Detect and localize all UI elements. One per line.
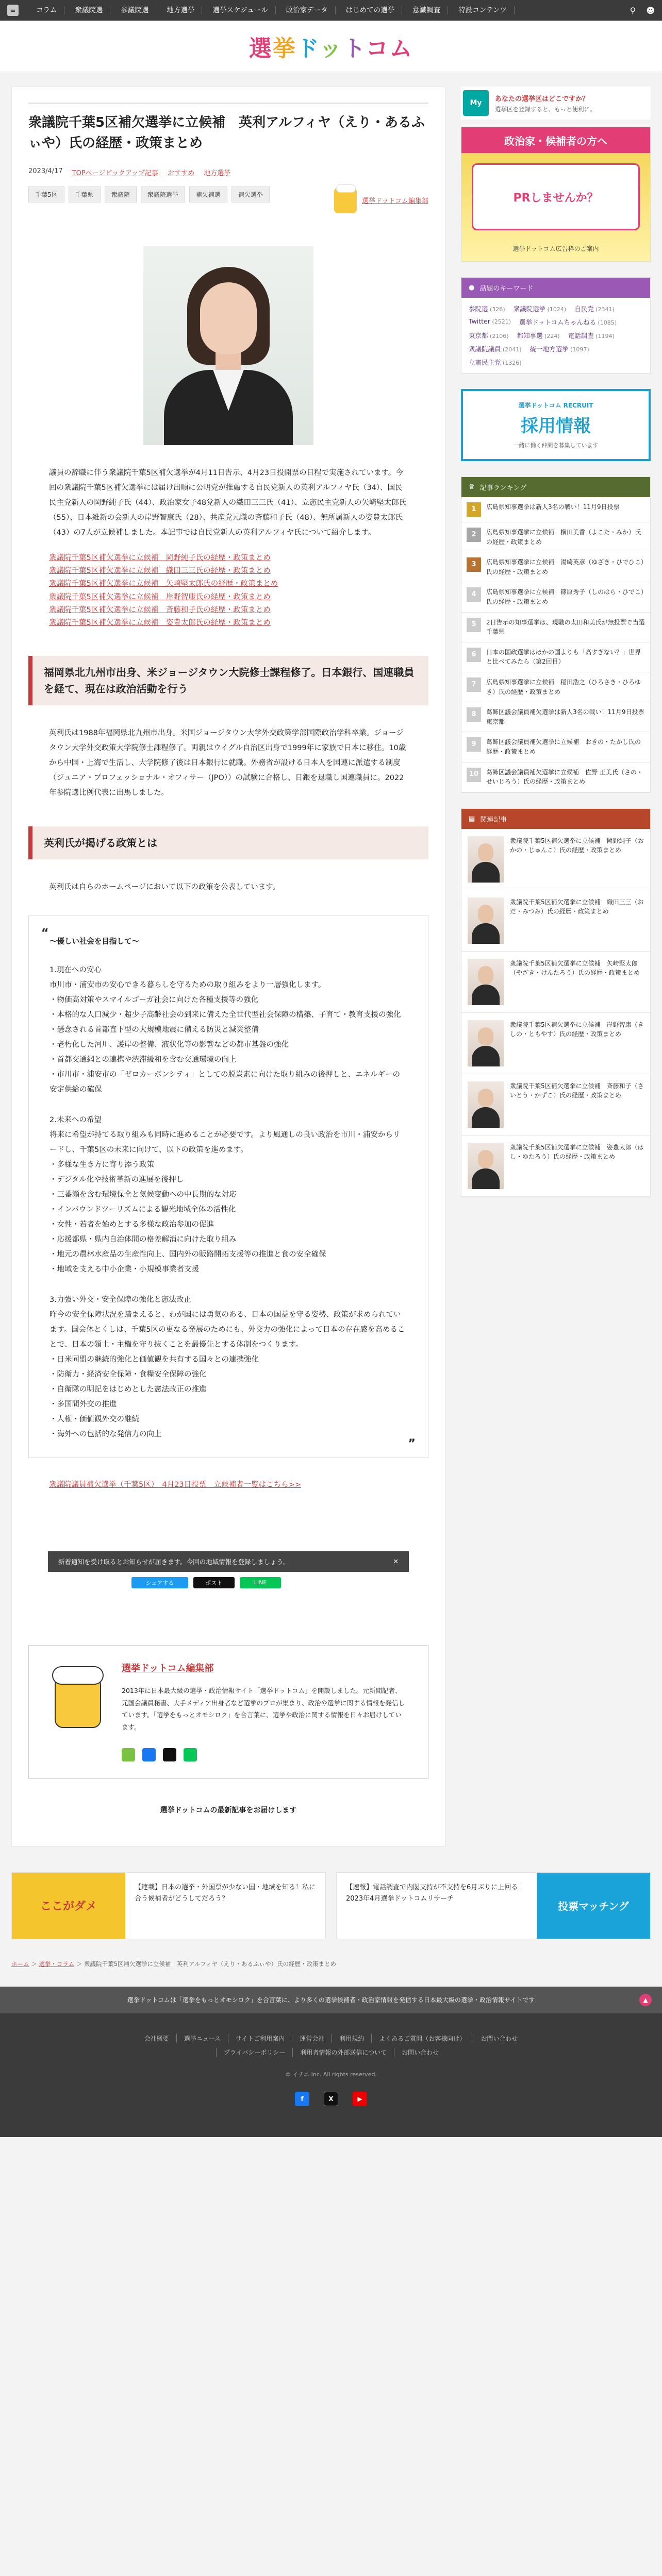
policy-item: ・女性・若者を始めとする多様な政治参加の促進 — [49, 1220, 214, 1229]
notification-text: 新着通知を受け取るとお知らせが届きます。今回の地域情報を登録しましょう。 — [58, 1557, 290, 1566]
candidate-link[interactable]: 衆議院千葉5区補欠選挙に立候補 岡野純子氏の経歴・政策まとめ — [49, 553, 271, 562]
keyword-item[interactable] — [469, 358, 522, 367]
nav-right — [630, 6, 655, 15]
policy-item: ・応援都県・県内自治体間の格差解消に向けた取り組み — [49, 1235, 237, 1244]
candidate-link[interactable]: 衆議院千葉5区補欠選挙に立候補 矢崎堅太郎氏の経歴・政策まとめ — [49, 580, 278, 588]
scroll-top-icon[interactable]: ▲ — [639, 1994, 652, 2006]
tag[interactable]: 千葉県 — [69, 187, 101, 202]
breadcrumb-home[interactable]: ホーム — [11, 1960, 29, 1968]
keyword-label: 選挙ドットコムちゃんねる — [519, 318, 597, 326]
youtube-icon[interactable]: ▶ — [353, 2092, 367, 2106]
keyword-count-num: 2341 — [598, 306, 613, 313]
banner-text: 【連載】日本の選挙・外国票が少ない国・地域を知る！私に合う候補者がどうしてだろう？ — [135, 1883, 316, 1903]
rank-number: 8 — [467, 707, 481, 722]
keyword-count: (1326) — [501, 360, 522, 366]
close-icon[interactable]: ✕ — [393, 1557, 399, 1566]
keyword-count-num: 224 — [547, 333, 558, 340]
policy-section-title: 1.現在への安心 — [49, 965, 102, 974]
keywords-title: 話題のキーワード — [479, 285, 534, 293]
tag[interactable]: 補欠選挙 — [231, 187, 270, 202]
related-row[interactable] — [461, 829, 650, 890]
candidate-links — [28, 552, 428, 630]
policy-item: ・海外への包括的な発信力の向上 — [49, 1430, 162, 1438]
related-thumb — [468, 836, 504, 883]
rank-number: 6 — [467, 648, 481, 662]
cat-link-recommend[interactable]: おすすめ — [168, 169, 195, 177]
politician-ad-banner[interactable] — [461, 127, 651, 262]
recruit-banner[interactable] — [461, 389, 651, 461]
mascot-icon — [49, 1661, 106, 1728]
keyword-count-num: 2106 — [492, 333, 507, 340]
site-footer — [0, 2013, 662, 2137]
keyword-count: (2041) — [501, 346, 522, 353]
bottom-banners — [11, 1872, 651, 1939]
bottom-banner[interactable] — [11, 1872, 326, 1939]
related-text: 衆議院千葉5区補欠選挙に立候補 矢崎堅太郎（やざき・けんたろう）氏の経歴・政策まとめ — [510, 959, 640, 977]
keyword-count-num: 326 — [492, 306, 503, 313]
my-title: あなたの選挙区はどこですか？ — [495, 95, 589, 103]
recruit-note: 一緒に働く仲間を募集しています — [513, 442, 599, 449]
footer-link[interactable]: お問い合わせ — [394, 2048, 446, 2057]
footer-link[interactable]: 選挙ニュース — [176, 2034, 228, 2043]
keyword-count: (224) — [542, 333, 560, 340]
share-buttons — [131, 1577, 428, 1588]
ranking-row[interactable] — [461, 702, 650, 732]
tag-icon: ● — [469, 284, 475, 292]
policy-item: ・デジタル化や技術革新の進展を後押し — [49, 1175, 184, 1184]
tag[interactable]: 千葉5区 — [28, 187, 64, 202]
cat-link-top[interactable]: TOPページピックアップ記事 — [72, 169, 158, 177]
keyword-label: 参院選 — [469, 305, 488, 313]
ranking-text: 葛飾区議会議員補欠選挙に立候補 おきの・たかし氏の経歴・政策まとめ — [486, 738, 641, 755]
search-icon[interactable]: ⚲ — [630, 5, 636, 15]
x-icon[interactable]: X — [324, 2092, 338, 2106]
bottom-banner[interactable] — [336, 1872, 651, 1939]
rank-number: 1 — [467, 502, 481, 517]
keyword-label: 都知事選 — [517, 332, 543, 340]
ranking-row[interactable] — [461, 522, 650, 552]
related-text: 衆議院千葉5区補欠選挙に立候補 姿豊太郎（はし・ゆたろう）氏の経歴・政策まとめ — [510, 1143, 644, 1161]
policy-item: ・市川市・浦安市の「ゼロカーボンシティ」としての脱炭素に向けた取り組みの後押しと、エネルギーの安定供給の確保 — [49, 1070, 400, 1094]
related-row[interactable] — [461, 1136, 650, 1197]
ranking-text: 日本の国政選挙はほかの国よりも「高すぎない？」世界と比べてみたら（第2回目） — [486, 648, 641, 666]
logo-char: コム — [366, 35, 413, 62]
rank-number: 5 — [467, 618, 481, 632]
keyword-label: 衆議院選挙 — [513, 305, 546, 313]
tag[interactable]: 衆議院選挙 — [141, 187, 185, 202]
related-thumb — [468, 959, 504, 1005]
keyword-count: (1194) — [593, 333, 615, 340]
policy-item: ・自衛隊の明記をはじめとした憲法改正の推進 — [49, 1385, 207, 1394]
nav-item-local[interactable]: 地方選挙 — [159, 6, 202, 14]
top-nav — [0, 0, 662, 21]
related-thumb — [468, 1143, 504, 1189]
keyword-count-num: 1326 — [505, 360, 520, 366]
footer-link[interactable]: プライバシーポリシー — [216, 2048, 292, 2057]
rank-number: 4 — [467, 587, 481, 602]
nav-item-schedule[interactable]: 選挙スケジュール — [205, 6, 275, 14]
user-icon[interactable]: ☻ — [646, 5, 655, 15]
candidate-photo — [143, 246, 313, 445]
ranking-row[interactable] — [461, 642, 650, 672]
footer-tagline — [0, 1987, 662, 2013]
keyword-item[interactable] — [517, 331, 560, 340]
related-thumb — [468, 1020, 504, 1066]
related-text: 衆議院千葉5区補欠選挙に立候補 織田三三（おだ・みつみ）氏の経歴・政策まとめ — [510, 898, 644, 916]
line-share-button[interactable]: LINE — [240, 1577, 281, 1588]
breadcrumb-sep: ＞ — [31, 1960, 37, 1968]
keyword-count-num: 1085 — [600, 319, 615, 326]
keyword-count: (2521) — [490, 318, 511, 325]
policy-item: ・多様な生き方に寄り添う政策 — [49, 1160, 154, 1169]
ranking-row[interactable] — [461, 613, 650, 642]
ranking-text: 葛飾区議会議員補欠選挙に立候補 佐野 正美氏（さの・せいじろう）氏の経歴・政策まとめ — [486, 768, 643, 786]
career-heading: 福岡県北九州市出身、米ジョージタウン大院修士課程修了。日本銀行、国連職員を経て、現在は政治活動を行う — [28, 656, 428, 705]
policy-item: ・懸念される首都直下型の大規模地震に備える防災と減災整備 — [49, 1025, 259, 1034]
policy-item: ・首都交通網との連携や渋滞緩和を含む交通環境の向上 — [49, 1055, 237, 1064]
x-icon[interactable] — [163, 1748, 176, 1761]
ranking-text: 葛飾区議会議員補欠選挙は新人3名の戦い！11月9日投票 東京都 — [486, 708, 651, 725]
policy-section-title: 3.力強い外交・安全保障の強化と憲法改正 — [49, 1295, 191, 1304]
facebook-icon[interactable]: f — [295, 2092, 309, 2106]
policy-item: ・防衛力・経済安全保障・食糧安全保障の強化 — [49, 1370, 207, 1379]
policy-item: ・日米同盟の継続的強化と価値観を共有する国々との連携強化 — [49, 1355, 259, 1364]
ranking-text: 広島県知事選挙に立候補 湯崎英彦（ゆざき・ひでひこ）氏の経歴・政策まとめ — [486, 558, 644, 575]
related-box — [461, 808, 651, 1197]
tag[interactable]: 衆議院 — [105, 187, 137, 202]
related-thumb — [468, 897, 504, 944]
policy-section — [49, 963, 407, 1097]
related-text: 衆議院千葉5区補欠選挙に立候補 岡野純子（おかの・じゅんこ）氏の経歴・政策まとめ — [510, 837, 644, 854]
keyword-item[interactable] — [469, 304, 505, 313]
keyword-label: 東京都 — [469, 332, 488, 340]
recruit-title: 採用情報 — [521, 416, 591, 436]
related-row[interactable] — [461, 890, 650, 952]
my-badge: My — [463, 90, 489, 116]
ranking-text: 広島県知事選挙に立候補 篠原秀子（しのはら・ひでこ）氏の経歴・政策まとめ — [486, 588, 644, 605]
related-text: 衆議院千葉5区補欠選挙に立候補 岸野智康（きしの・ともやす）氏の経歴・政策まとめ — [510, 1021, 644, 1038]
career-text: 英利氏は1988年福岡県北九州市出身。米国ジョージタウン大学外交政策学部国際政治学科卒業。ジョージタウン大学外交政策大学院修士課程修了。両親はウイグル自治区出身で1999年に家族で日本に移住。10歳から中国・上海で生活し、大学院修了後は日本銀行に就職。外務省が設ける日本人を国連に派遣する制度（ジュニア・プロフェッショナル・オフィサー（JPO））の試験に合格し、日銀を退職し国連職員に。2022年参院選比例代表に出馬しました。 — [49, 728, 406, 797]
banner-title: 政治家・候補者の方へ — [461, 127, 650, 153]
policy-list — [49, 1128, 407, 1277]
banner-image: ここがダメ — [12, 1873, 125, 1939]
footer-link[interactable]: お問い合わせ — [473, 2034, 525, 2043]
keyword-item[interactable] — [514, 304, 567, 313]
rank-number: 7 — [467, 677, 481, 692]
article-main — [11, 87, 445, 1846]
breadcrumb-sep: ＞ — [76, 1960, 82, 1968]
footer-link[interactable]: サイトご利用案内 — [228, 2034, 292, 2043]
banner-text: 【速報】電話調査で内閣支持が不支持を6月ぶりに上回る｜2023年4月選挙ドットコムリサーチ — [346, 1883, 525, 1903]
policy-list — [49, 978, 407, 1097]
ranking-row[interactable] — [461, 552, 650, 582]
policy-item: 市川市・浦安市の安心できる暮らしを守るための取り組みをより一層強化します。 — [49, 980, 326, 989]
author-name[interactable]: 選挙ドットコム編集部 — [122, 1663, 214, 1674]
keyword-count-num: 1097 — [572, 346, 587, 353]
editor-link[interactable]: 選挙ドットコム編集部 — [362, 197, 428, 206]
sidebar — [461, 87, 651, 1846]
rank-number: 10 — [467, 768, 481, 782]
site-header — [0, 21, 662, 72]
policy-section-title: 2.未来への希望 — [49, 1115, 102, 1124]
policy-item: 将来に希望が持てる取り組みも同時に進めることが必要です。より風通しの良い政治を市川・浦安からリードし、千葉5区の未来に向けて、以下の政策を進めます。 — [49, 1130, 401, 1154]
tag[interactable]: 補欠補選 — [189, 187, 227, 202]
candidate-link[interactable]: 衆議院千葉5区補欠選挙に立候補 織田三三氏の経歴・政策まとめ — [49, 566, 271, 575]
crown-icon: ♛ — [469, 483, 475, 491]
policy-item: ・地元の農林水産品の生産性向上、国内外の販路開拓支援等の推進と食の安全確保 — [49, 1250, 326, 1259]
author-bio: 2013年に日本最大級の選挙・政治情報サイト「選挙ドットコム」を開設しました。元新聞記者、元国会議員秘書、大手メディア出身者など選挙のプロが集まり、政治や選挙に関する情報を発信しています。「選挙をもっとオモシロク」を合言葉に、選挙や政治に関する情報を日々お届けしています。 — [122, 1686, 405, 1732]
footer-link[interactable]: よくあるご質問（お客様向け） — [371, 2034, 473, 2043]
nav-item-survey[interactable]: 意識調査 — [405, 6, 448, 14]
policy-item: ・多国間外交の推進 — [49, 1400, 117, 1409]
candidate-link[interactable]: 衆議院千葉5区補欠選挙に立候補 斉藤和子氏の経歴・政策まとめ — [49, 606, 271, 615]
author-box — [28, 1645, 428, 1779]
latest-articles-heading: 選挙ドットコムの最新記事をお届けします — [160, 1806, 297, 1815]
rank-number: 3 — [467, 557, 481, 572]
related-row[interactable] — [461, 952, 650, 1013]
breadcrumb-column[interactable]: 選挙・コラム — [39, 1960, 75, 1968]
keyword-count: (1024) — [545, 306, 567, 313]
related-thumb — [468, 1081, 504, 1128]
policy-item: ・人権・価値観外交の継続 — [49, 1415, 139, 1423]
quote-close-icon: ” — [408, 1437, 416, 1450]
policy-heading: 英利氏が掲げる政策とは — [28, 826, 428, 859]
candidate-link[interactable]: 衆議院千葉5区補欠選挙に立候補 岸野智康氏の経歴・政策まとめ — [49, 592, 271, 601]
keywords-box — [461, 277, 651, 374]
policy-item: ・三番瀬を含む環境保全と気候変動への中長期的な対応 — [49, 1190, 237, 1199]
keyword-item[interactable] — [469, 317, 511, 327]
related-row[interactable] — [461, 1013, 650, 1074]
policy-quote — [28, 916, 428, 1458]
ranking-text: 広島県知事選挙に立候補 横田美香（よこた・みか）氏の経歴・政策まとめ — [486, 529, 641, 546]
keyword-item[interactable] — [530, 344, 589, 353]
keyword-item[interactable] — [519, 317, 617, 327]
logo-char: 挙 — [272, 35, 296, 62]
quote-open-icon: “ — [41, 926, 49, 940]
ranking-text: 広島県知事選挙は新人3名の戦い！11月9日投票 — [486, 503, 620, 511]
nav-item-politicians[interactable]: 政治家データ — [279, 6, 336, 14]
ranking-row[interactable] — [461, 582, 650, 612]
article-meta — [28, 167, 428, 177]
candidate-list-link[interactable]: 衆議院議員補欠選挙（千葉5区） 4月23日投票 立候補者一覧はこちら>> — [49, 1480, 301, 1489]
footer-link[interactable]: 会社概要 — [144, 2035, 169, 2042]
footer-link[interactable]: 運営会社 — [292, 2034, 332, 2043]
nav-item-sangiin[interactable]: 参議院選 — [113, 6, 156, 14]
keyword-item[interactable] — [469, 331, 509, 340]
keyword-count: (2106) — [488, 333, 509, 340]
copyright: © イチニ Inc. All rights reserved. — [285, 2071, 377, 2078]
my-sub: 選挙区を登録すると、もっと便利に。 — [495, 105, 596, 113]
ranking-row[interactable] — [461, 732, 650, 762]
nav-item-special[interactable]: 特設コンテンツ — [451, 6, 515, 14]
nav-item-shugiin[interactable]: 衆議院選 — [68, 6, 110, 14]
keyword-label: 立憲民主党 — [469, 359, 501, 366]
footer-link[interactable]: 利用規約 — [332, 2034, 371, 2043]
candidate-link[interactable]: 衆議院千葉5区補欠選挙に立候補 姿豊太郎氏の経歴・政策まとめ — [49, 619, 271, 628]
keyword-count: (1085) — [596, 319, 617, 326]
policy-list — [49, 1308, 407, 1442]
policy-item: ・インバウンドツーリズムによる観光地域全体の活性化 — [49, 1205, 236, 1214]
intro-text: 議員の辞職に伴う衆議院千葉5区補欠選挙が4月11日告示、4月23日投開票の日程で実施されています。今回の衆議院千葉5区補欠選挙には届け出順に公明党が推薦する自民党新人の英利アルフィヤ氏（34）、国民民主党新人の岡野純子氏（44）、政治家女子48党新人の織田三三氏（41）、立憲民主党新人の矢崎堅太郎氏（55）、日本維新の会新人の岸野智康氏（28）、共産党元職の斉藤和子氏（48）、無所属新人の姿豊太郎氏（43）の7人が立候補しました。本記事では自民党新人の英利アルフィヤ氏について紹介します。 — [49, 468, 407, 537]
policy-intro: 英利氏は自らのホームページにおいて以下の政策を公表しています。 — [49, 883, 280, 891]
policy-item: 昨今の安全保障状況を踏まえると、わが国には勇気のある、日本の国益を守る姿勢、政策が求められています。国会休とくしは、千葉5区の更なる発展のためにも、外交力の強化によって日本の存在感を高めることで、日本の領土・主権を守り抜くことを最優先とする体制をつくります。 — [49, 1310, 405, 1349]
keyword-count: (1097) — [568, 346, 589, 353]
keyword-label: 統一地方選挙 — [529, 345, 569, 353]
article-title: 衆議院千葉5区補欠選挙に立候補 英利アルフィヤ（えり・あるふぃや）氏の経歴・政策まとめ — [28, 103, 428, 154]
policy-section — [49, 1113, 407, 1277]
policy-item: ・老朽化した河川、護岸の整備、液状化等の影響などの都市基盤の強化 — [49, 1040, 289, 1049]
x-share-button[interactable]: ポスト — [193, 1577, 235, 1588]
tag-list — [28, 187, 296, 202]
related-title: 関連記事 — [480, 816, 507, 824]
menu-icon[interactable]: ≡ — [7, 5, 19, 16]
cat-link-local[interactable]: 地方選挙 — [204, 169, 231, 177]
home-icon[interactable] — [122, 1748, 135, 1761]
breadcrumb — [11, 1960, 651, 1968]
policy-item: ・物価高対策やスマイルゴーガ社会に向けた各種支援等の強化 — [49, 995, 259, 1004]
keyword-label: 衆議院議員 — [469, 345, 501, 353]
logo-char: ト — [343, 35, 366, 62]
document-icon: ▤ — [469, 815, 475, 823]
rank-number: 2 — [467, 528, 481, 542]
article-date: 2023/4/17 — [28, 167, 63, 175]
facebook-icon[interactable] — [142, 1748, 156, 1761]
ranking-row[interactable] — [461, 497, 650, 522]
nav-item-column[interactable]: コラム — [29, 6, 64, 14]
related-row[interactable] — [461, 1074, 650, 1136]
keyword-item[interactable] — [568, 331, 615, 340]
line-icon[interactable] — [184, 1748, 197, 1761]
keyword-label: 自民党 — [574, 305, 594, 313]
ranking-text: 2日告示の知事選挙は、現職の太田和美氏が無投票で当選 千葉県 — [486, 618, 651, 636]
ranking-row[interactable] — [461, 672, 650, 702]
breadcrumb-current: 衆議院千葉5区補欠選挙に立候補 英利アルフィヤ（えり・あるふぃや）氏の経歴・政策まとめ — [84, 1960, 336, 1968]
keyword-count-num: 2521 — [494, 318, 509, 325]
logo-char: 選 — [249, 35, 273, 62]
keyword-label: 電話調査 — [568, 332, 594, 340]
related-text: 衆議院千葉5区補欠選挙に立候補 斉藤和子（さいとう・かずこ）氏の経歴・政策まとめ — [510, 1082, 644, 1099]
keyword-count: (326) — [488, 306, 505, 313]
rank-number: 9 — [467, 737, 481, 752]
policy-item: ・地域を支える中小企業・小規模事業者支援 — [49, 1265, 199, 1274]
keyword-item[interactable] — [574, 304, 615, 313]
keyword-count-num: 1194 — [598, 333, 613, 340]
tagline-text: 選挙ドットコムは「選挙をもっとオモシロク」を合言葉に、より多くの選挙候補者・政治家情報を発信する日本最大級の選挙・政治情報サイトです — [127, 1996, 535, 2004]
editor-box — [334, 188, 428, 213]
notification-bar — [48, 1551, 409, 1572]
footer-link[interactable]: 利用者情報の外部送信について — [292, 2048, 394, 2057]
logo-char: ド — [296, 35, 319, 62]
logo-char: ッ — [319, 35, 343, 62]
keyword-count: (2341) — [593, 306, 615, 313]
policy-section — [49, 1293, 407, 1442]
facebook-share-button[interactable]: シェアする — [131, 1577, 188, 1588]
banner-image: 投票マッチング — [537, 1873, 650, 1939]
ranking-row[interactable] — [461, 762, 650, 792]
quote-heading: ～優しい社会を目指して～ — [49, 937, 139, 946]
ranking-title: 記事ランキング — [479, 484, 527, 492]
site-logo[interactable] — [249, 30, 413, 63]
keyword-count-num: 2041 — [505, 346, 520, 353]
mascot-icon — [334, 188, 357, 213]
ranking-box — [461, 477, 651, 793]
ranking-text: 広島県知事選挙に立候補 稲田浩之（ひろさき・ひろゆき）氏の経歴・政策まとめ — [486, 678, 641, 696]
nav-item-first[interactable]: はじめての選挙 — [339, 6, 403, 14]
policy-item: ・本格的な人口減少・超少子高齢社会の到来に備えた全世代型社会保障の構築、子育て・教育支援の強化 — [49, 1010, 401, 1019]
recruit-sub: 選挙ドットコム RECRUIT — [518, 402, 593, 409]
keyword-label: Twitter — [469, 317, 490, 325]
keyword-item[interactable] — [469, 344, 522, 353]
my-district-box[interactable] — [461, 87, 651, 120]
banner-foot: 選挙ドットコム広告枠のご案内 — [512, 245, 599, 252]
keyword-count-num: 1024 — [549, 306, 564, 313]
banner-center: PRしませんか？ — [472, 163, 640, 230]
